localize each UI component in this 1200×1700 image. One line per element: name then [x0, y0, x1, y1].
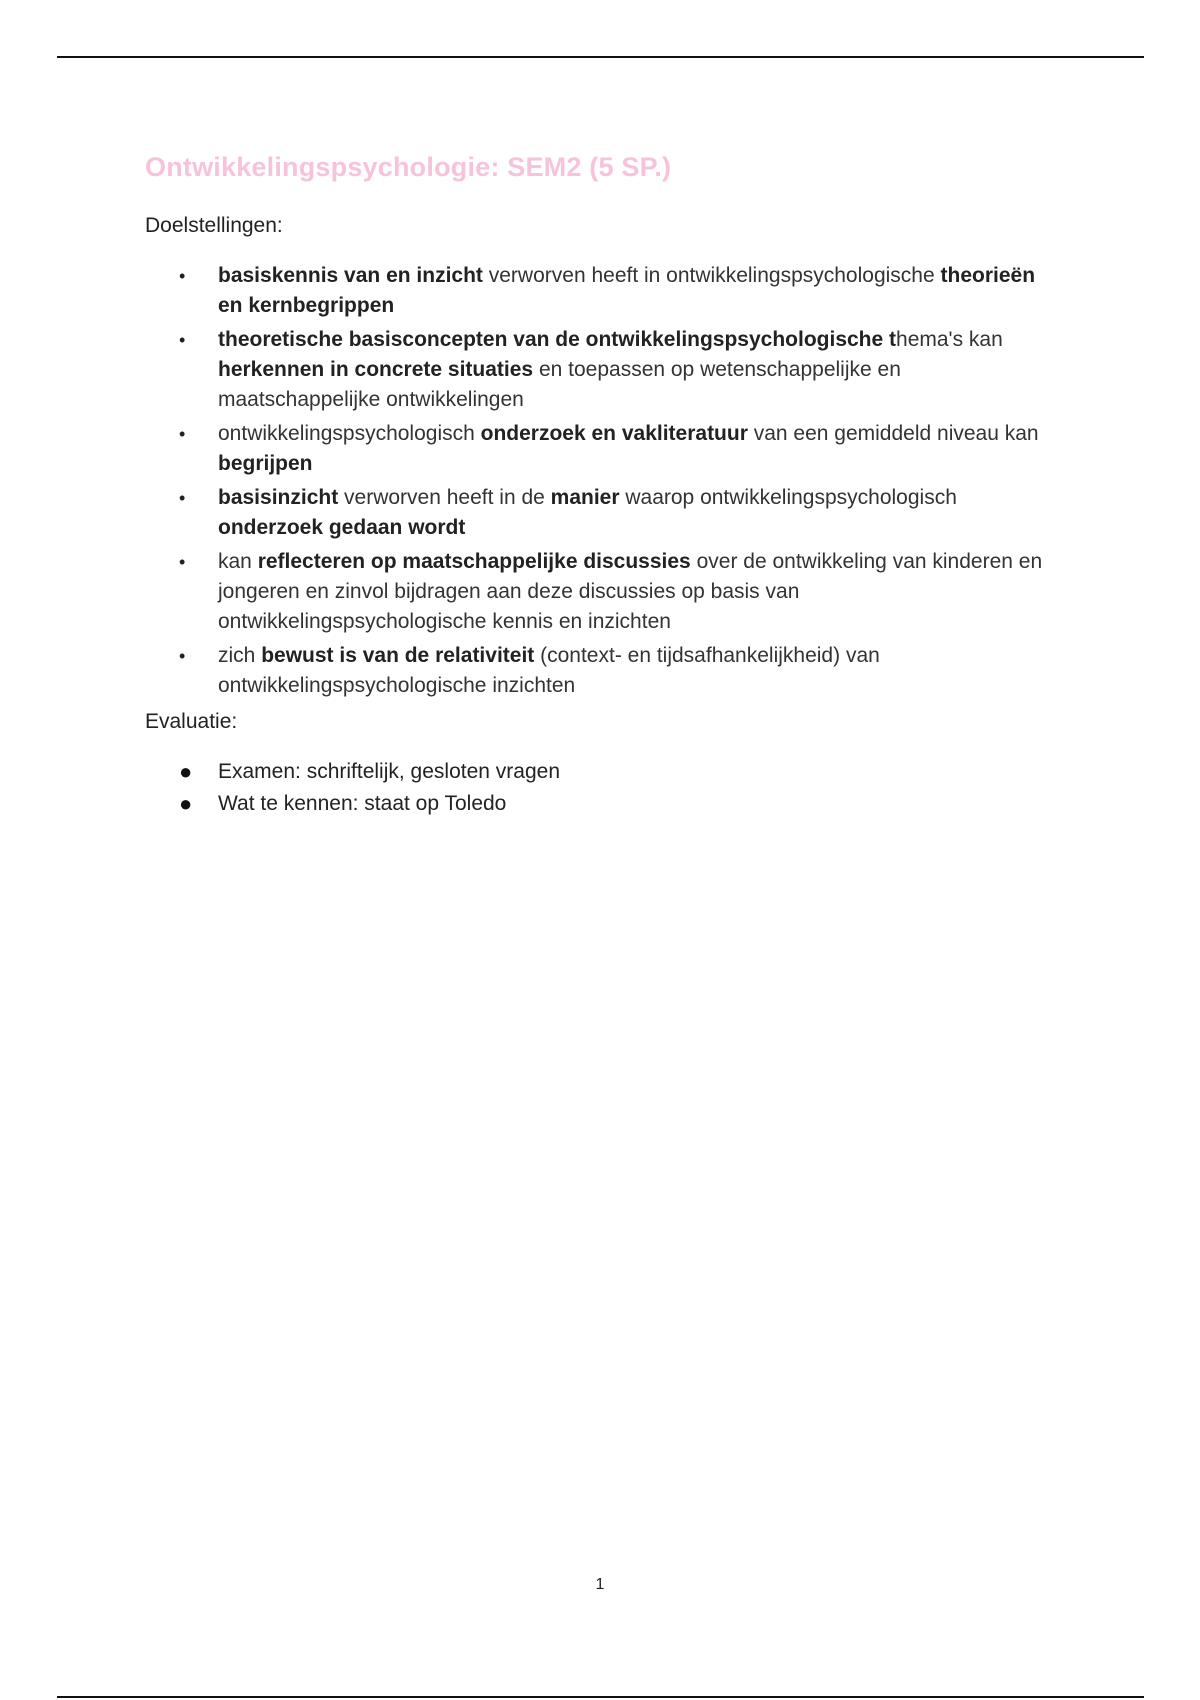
evaluation-list: [145, 757, 1045, 819]
evaluation-item: [145, 789, 1045, 819]
bullet-icon: •: [179, 424, 186, 444]
evaluation-text: Wat te kennen: staat op Toledo: [218, 792, 507, 815]
goal-item: [145, 261, 1045, 321]
goal-bold-run: manier: [550, 486, 620, 509]
goal-text-run: van een gemiddeld niveau kan: [747, 422, 1039, 445]
goal-bold-run: begrijpen: [218, 452, 313, 475]
evaluation-heading: Evaluatie:: [145, 710, 238, 733]
goal-text-run: verworven heeft in ontwikkelingspsychologische: [482, 264, 941, 287]
goal-item: [145, 325, 1045, 415]
goal-bold-run: theorieën en kernbegrippen: [218, 264, 1036, 317]
goal-bold-run: reflecteren op maatschappelijke discussies: [257, 550, 691, 573]
header-rule: [57, 56, 1144, 58]
goal-text-run: kan: [218, 550, 258, 573]
goal-text: [218, 328, 1003, 411]
goal-bold-run: bewust is van de relativiteit: [261, 644, 535, 667]
bullet-icon: •: [179, 646, 186, 666]
goal-item: [145, 641, 1045, 701]
goal-text-run: ontwikkelingspsychologisch: [218, 422, 481, 445]
goal-bold-run: theoretische basisconcepten van de ontwikkelingspsychologische t: [218, 328, 897, 351]
goal-text-run: verworven heeft in de: [338, 486, 551, 509]
goal-item: [145, 419, 1045, 479]
goal-bold-run: onderzoek en vakliteratuur: [480, 422, 748, 445]
document-title: Ontwikkelingspsychologie: SEM2 (5 SP.): [145, 152, 672, 182]
goal-text: [218, 644, 880, 697]
goal-text-run: (context- en tijdsafhankelijkheid) van ontwikkelingspsychologische inzichten: [218, 644, 880, 697]
goal-text-run: en toepassen op wetenschappelijke en maatschappelijke ontwikkelingen: [218, 358, 901, 411]
goal-text-run: waarop ontwikkelingspsychologisch: [619, 486, 957, 509]
goal-bold-run: basisinzicht: [218, 486, 339, 509]
bullet-icon: •: [179, 330, 186, 350]
bullet-icon: ●: [179, 791, 193, 816]
goals-heading: Doelstellingen:: [145, 214, 283, 237]
bullet-icon: •: [179, 266, 186, 286]
bullet-icon: •: [179, 552, 186, 572]
goals-list: [145, 261, 1045, 701]
bullet-icon: ●: [179, 759, 193, 784]
goal-text: [218, 550, 1042, 633]
page-number: 1: [595, 1576, 605, 1593]
document-body: [145, 145, 1045, 821]
goal-text-run: zich: [218, 644, 262, 667]
footer-rule: [57, 1696, 1144, 1698]
goal-text: [218, 264, 1035, 317]
goal-bold-run: basiskennis van en inzicht: [218, 264, 483, 287]
bullet-icon: •: [179, 488, 186, 508]
evaluation-item: [145, 757, 1045, 787]
goal-text: [218, 422, 1039, 475]
goal-bold-run: onderzoek gedaan wordt: [218, 516, 466, 539]
goal-text-run: hema's kan: [896, 328, 1003, 351]
goal-item: [145, 483, 1045, 543]
goal-item: [145, 547, 1045, 637]
goal-text-run: over de ontwikkeling van kinderen en jongeren en zinvol bijdragen aan deze discussies op basis van ontwikkelingspsychologische kennis en inzichten: [218, 550, 1043, 633]
evaluation-text: Examen: schriftelijk, gesloten vragen: [218, 760, 560, 783]
goal-bold-run: herkennen in concrete situaties: [218, 358, 534, 381]
goal-text: [218, 486, 957, 539]
